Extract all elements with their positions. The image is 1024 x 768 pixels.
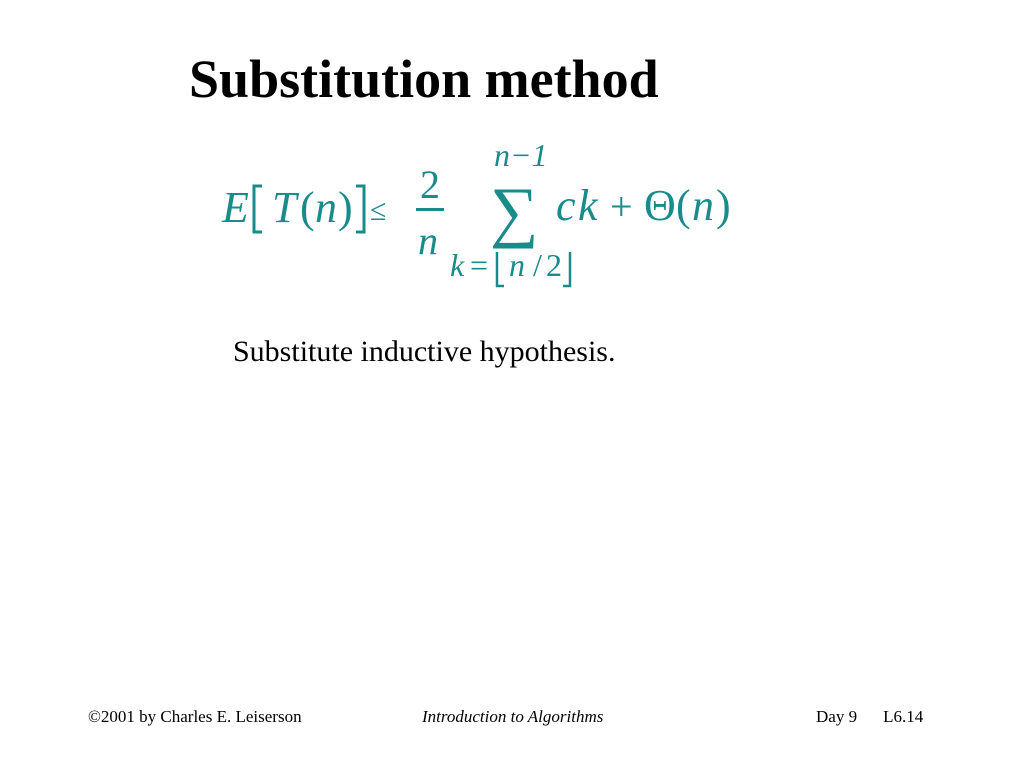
slide-title: Substitution method: [189, 49, 659, 109]
formula-paren-close: ): [338, 183, 353, 232]
formula-sum-lower-slash: /: [533, 247, 542, 283]
formula-E: E: [222, 183, 249, 232]
formula-bracket-open: [254, 186, 262, 232]
footer-slide-number: L6.14: [883, 707, 924, 726]
formula-paren-open: (: [300, 183, 315, 232]
formula-frac-den: n: [418, 218, 438, 263]
formula-theta-arg: n: [692, 181, 714, 230]
formula-n-arg: n: [315, 183, 337, 232]
body-text: Substitute inductive hypothesis.: [233, 335, 616, 368]
formula-leq: ≤: [370, 194, 387, 227]
footer-day: Day 9: [816, 707, 858, 726]
formula-floor-close: [563, 252, 570, 286]
formula-sum-lower-n: n: [509, 247, 525, 283]
formula-graphic: [210, 136, 770, 296]
formula-sum-lower-eq: =: [470, 247, 489, 283]
footer-copyright: ©2001 by Charles E. Leiserson: [88, 707, 302, 726]
formula-sum-lower-k: k: [450, 247, 465, 283]
formula-sum-symbol: ∑: [490, 173, 539, 249]
recurrence-formula: [210, 136, 770, 296]
footer-course: Introduction to Algorithms: [422, 707, 604, 726]
formula-bracket-close: [356, 186, 364, 232]
formula-plus: +: [610, 184, 633, 229]
footer-slide-info: [816, 707, 923, 727]
formula-theta-paren-open: (: [676, 181, 691, 230]
formula-term-c: c: [556, 181, 576, 230]
formula-frac-bar: [416, 208, 444, 211]
formula-sum-upper: n−1: [494, 137, 548, 173]
formula-T: T: [272, 183, 297, 232]
formula-theta-paren-close: ): [716, 181, 731, 230]
formula-theta: Θ: [644, 181, 676, 230]
formula-floor-open: [497, 252, 504, 286]
formula-sum-lower-2: 2: [546, 247, 562, 283]
formula-frac-num: 2: [420, 162, 440, 207]
formula-term-k: k: [578, 181, 598, 230]
